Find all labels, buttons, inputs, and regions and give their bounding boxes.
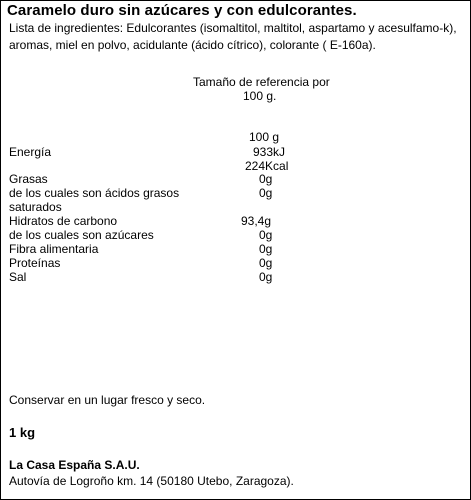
sugars-value: 0g (259, 228, 273, 242)
storage-instructions: Conservar en un lugar fresco y seco. (9, 393, 206, 407)
fat-label: Grasas (9, 172, 48, 186)
company-name: La Casa España S.A.U. (9, 458, 140, 472)
saturated-fat-label-line2: saturados (9, 200, 62, 214)
salt-value: 0g (259, 270, 273, 284)
reference-size-line2: 100 g. (243, 89, 277, 103)
protein-value: 0g (259, 256, 273, 270)
product-title: Caramelo duro sin azúcares y con edulcorantes. (7, 2, 357, 19)
energy-kj-value: 933kJ (253, 145, 286, 159)
ingredients-list: Lista de ingredientes: Edulcorantes (isomaltitol, maltitol, aspartamo y acesulfamo-k), aromas, miel en polvo, acidulante (ácido cítrico), colorante ( E-160a). (9, 21, 457, 52)
fiber-value: 0g (259, 242, 273, 256)
salt-label: Sal (9, 270, 27, 284)
company-address: Autovía de Logroño km. 14 (50180 Utebo, Zaragoza). (9, 474, 294, 488)
energy-label: Energía (9, 145, 52, 159)
saturated-fat-label-line1: de los cuales son ácidos grasos (9, 186, 180, 200)
reference-size-line1: Tamaño de referencia por (193, 75, 330, 89)
saturated-fat-value: 0g (259, 186, 273, 200)
protein-label: Proteínas (9, 256, 61, 270)
energy-kcal-value: 224Kcal (245, 159, 289, 173)
net-weight: 1 kg (9, 425, 36, 440)
fat-value: 0g (259, 172, 273, 186)
fiber-label: Fibra alimentaria (9, 242, 99, 256)
sugars-label: de los cuales son azúcares (9, 228, 154, 242)
carbohydrates-label: Hidratos de carbono (9, 214, 118, 228)
column-header-100g: 100 g (249, 130, 280, 144)
carbohydrates-value: 93,4g (241, 214, 272, 228)
